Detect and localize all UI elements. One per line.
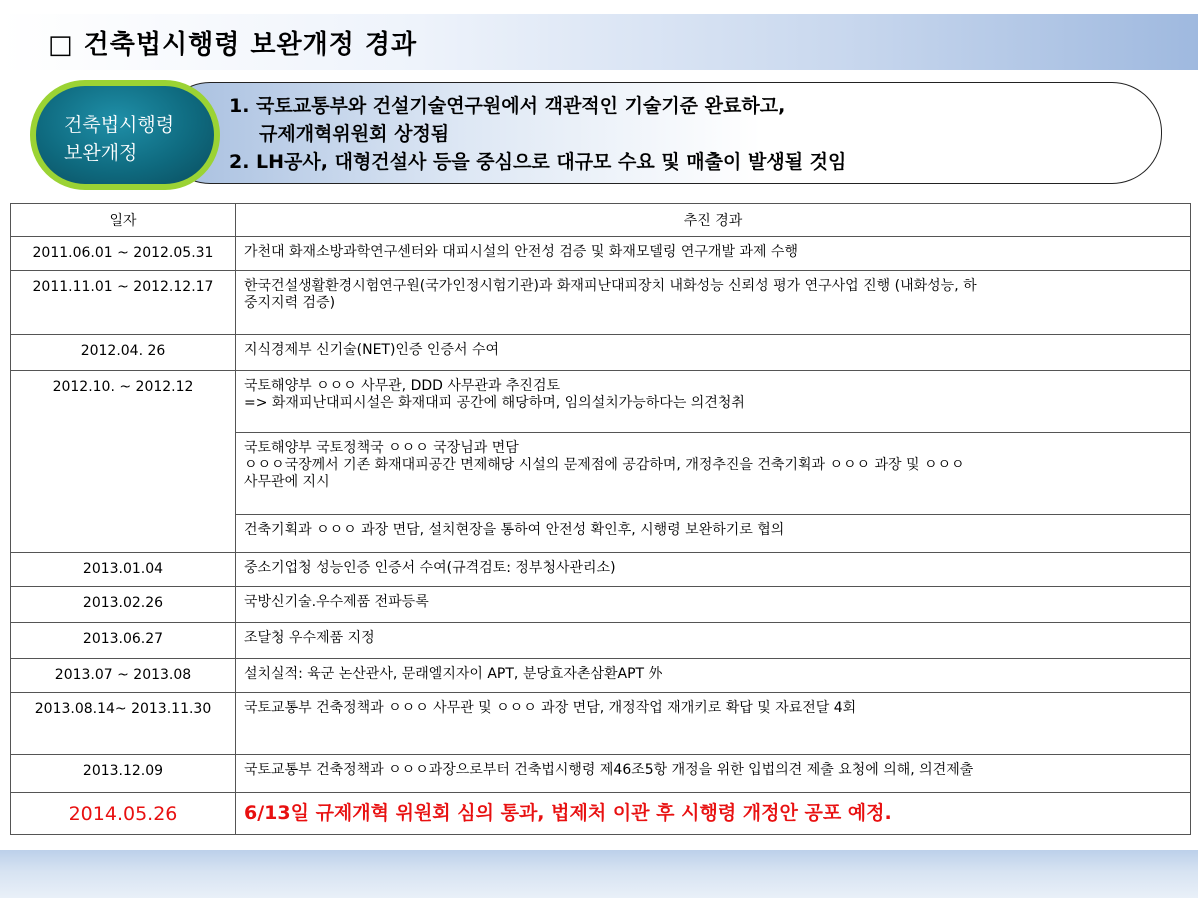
table-row: [11, 371, 1191, 433]
desc-line: 6/13일 규제개혁 위원회 심의 통과, 법제처 이관 후 시행령 개정안 공포 예정.: [244, 802, 892, 824]
row-date: 2013.06.27: [11, 623, 236, 659]
row-date: 2012.10. ~ 2012.12: [11, 371, 236, 553]
table-row: [11, 553, 1191, 587]
row-desc: [236, 237, 1191, 271]
section-badge: [30, 80, 220, 190]
page-title: □ 건축법시행령 보완개정 경과: [48, 30, 418, 60]
table-row: [11, 659, 1191, 693]
row-date: 2013.01.04: [11, 553, 236, 587]
desc-line: => 화재피난대피시설은 화재대피 공간에 해당하며, 임의설치가능하다는 의견청취: [244, 395, 745, 411]
row-date: 2013.02.26: [11, 587, 236, 623]
desc-line: 중지지력 검증): [244, 295, 336, 311]
summary-line-3: 2. LH공사, 대형건설사 등을 중심으로 대규모 수요 및 매출이 발생될 것임: [229, 151, 847, 173]
desc-line: ㅇㅇㅇ국장께서 기존 화재대피공간 면제해당 시설의 문제점에 공감하며, 개정추진을 건축기획과 ㅇㅇㅇ 과장 및 ㅇㅇㅇ: [244, 457, 965, 473]
row-date: 2013.08.14~ 2013.11.30: [11, 693, 236, 755]
row-desc: [236, 271, 1191, 335]
row-desc: [236, 623, 1191, 659]
desc-line: 사무관에 지시: [244, 474, 330, 490]
row-date: 2014.05.26: [11, 793, 236, 835]
row-desc: [236, 515, 1191, 553]
row-desc: [236, 553, 1191, 587]
header-date: 일자: [11, 204, 236, 237]
row-desc: [236, 693, 1191, 755]
desc-line: 한국건설생활환경시험연구원(국가인정시험기관)과 화재피난대피장치 내화성능 신뢰성 평가 연구사업 진행 (내화성능, 하: [244, 278, 977, 294]
row-desc: [236, 587, 1191, 623]
desc-line: 국토해양부 ㅇㅇㅇ 사무관, DDD 사무관과 추진검토: [244, 378, 560, 394]
table-row: [11, 587, 1191, 623]
badge-line-1: 건축법시행령: [64, 114, 175, 136]
summary-line-1: 1. 국토교통부와 건설기술연구원에서 객관적인 기술기준 완료하고,: [229, 95, 786, 117]
row-date: 2012.04. 26: [11, 335, 236, 371]
table-row: [11, 623, 1191, 659]
table-row-highlight: [11, 793, 1191, 835]
row-date: 2011.06.01 ~ 2012.05.31: [11, 237, 236, 271]
summary-line-2: 규제개혁위원회 상정됨: [259, 123, 450, 145]
table-header-row: [11, 204, 1191, 237]
row-desc: [236, 433, 1191, 515]
summary-box: [160, 82, 1162, 184]
row-desc: [236, 371, 1191, 433]
row-desc: [236, 335, 1191, 371]
table-row: [11, 271, 1191, 335]
desc-line: 국방신기술.우수제품 전파등록: [244, 594, 429, 610]
desc-line: 조달청 우수제품 지정: [244, 630, 375, 646]
row-desc: [236, 755, 1191, 793]
desc-line: 국토해양부 국토정책국 ㅇㅇㅇ 국장님과 면담: [244, 440, 519, 456]
row-date: 2013.12.09: [11, 755, 236, 793]
row-desc: [236, 659, 1191, 693]
progress-table: [10, 203, 1191, 835]
desc-line: 설치실적: 육군 논산관사, 문래엘지자이 APT, 분당효자촌삼환APT 外: [244, 666, 663, 682]
desc-line: 국토교통부 건축정책과 ㅇㅇㅇ 사무관 및 ㅇㅇㅇ 과장 면담, 개정작업 재개키로 확답 및 자료전달 4회: [244, 700, 857, 716]
header-progress: 추진 경과: [236, 204, 1191, 237]
table-row: [11, 755, 1191, 793]
table-row: [11, 335, 1191, 371]
desc-line: 건축기획과 ㅇㅇㅇ 과장 면담, 설치현장을 통하여 안전성 확인후, 시행령 보완하기로 협의: [244, 522, 785, 538]
badge-line-2: 보완개정: [64, 142, 138, 164]
desc-line: 중소기업청 성능인증 인증서 수여(규격검토: 정부청사관리소): [244, 560, 616, 576]
table-row: [11, 693, 1191, 755]
table-row: [11, 237, 1191, 271]
footer-bar: [0, 850, 1198, 898]
row-date: 2013.07 ~ 2013.08: [11, 659, 236, 693]
row-desc: [236, 793, 1191, 835]
desc-line: 가천대 화재소방과학연구센터와 대피시설의 안전성 검증 및 화재모델링 연구개발 과제 수행: [244, 244, 798, 260]
desc-line: 국토교통부 건축정책과 ㅇㅇㅇ과장으로부터 건축법시행령 제46조5항 개정을 위한 입법의견 제출 요청에 의해, 의견제출: [244, 762, 974, 778]
desc-line: 지식경제부 신기술(NET)인증 인증서 수여: [244, 342, 500, 358]
row-date: 2011.11.01 ~ 2012.12.17: [11, 271, 236, 335]
